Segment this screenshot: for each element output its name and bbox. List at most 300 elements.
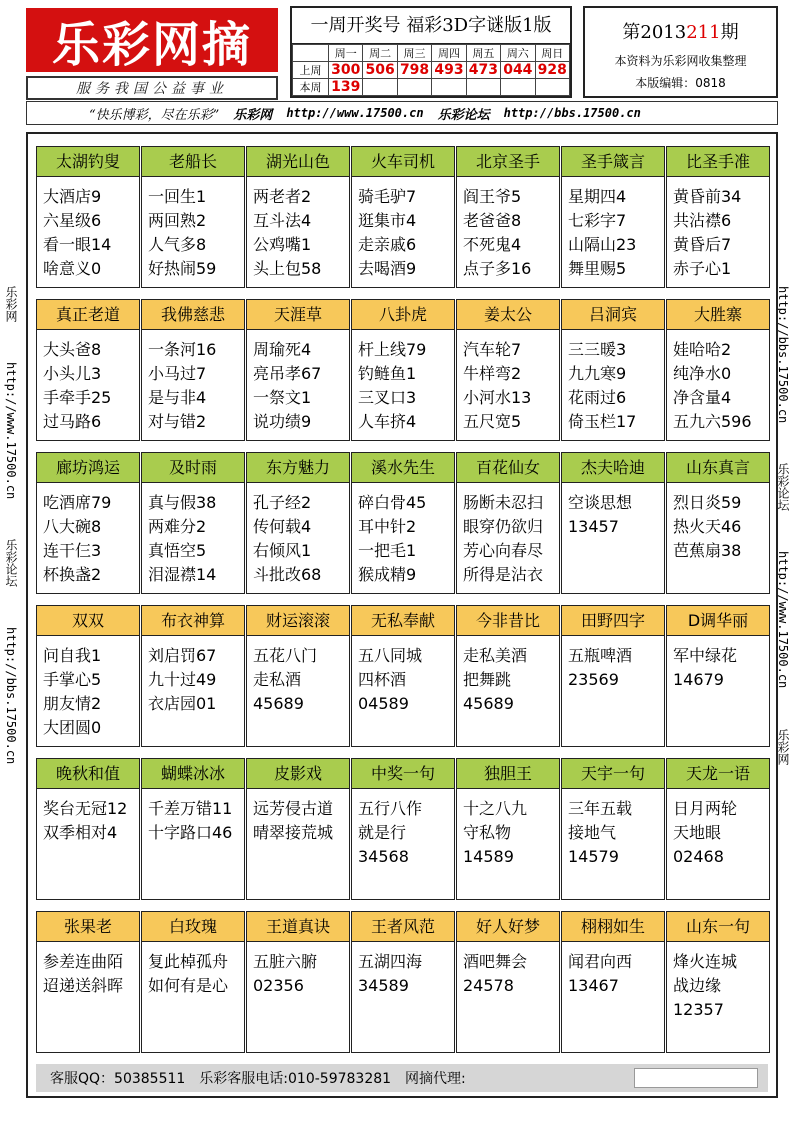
puzzle-cell-body <box>352 483 454 587</box>
puzzle-cell <box>141 758 245 900</box>
puzzle-cell-body <box>457 177 559 281</box>
puzzle-cell <box>36 146 140 288</box>
puzzle-line: 泪湿襟14 <box>148 565 217 584</box>
side-text: 乐彩论坛 <box>776 463 790 512</box>
puzzle-cell <box>351 452 455 594</box>
puzzle-line: 亮吊孝67 <box>253 364 322 383</box>
puzzle-line: 芳心向春尽 <box>463 541 544 560</box>
logo-text: 乐彩网摘 <box>51 16 252 73</box>
puzzle-line: 骑毛驴7 <box>358 187 417 206</box>
corner-cell <box>293 45 329 62</box>
site-link[interactable]: http://www.17500.cn <box>286 106 424 120</box>
logo-box <box>26 8 278 72</box>
puzzle-line: 34589 <box>358 976 409 995</box>
puzzle-cell <box>666 911 770 1053</box>
puzzle-line: 孔子经2 <box>253 493 312 512</box>
puzzle-line: 23569 <box>568 670 619 689</box>
puzzle-cell <box>36 758 140 900</box>
puzzle-line: 小马过7 <box>148 364 207 383</box>
draw-number <box>501 79 535 96</box>
puzzle-cell-title: 百花仙女 <box>457 453 559 483</box>
puzzle-cell-body <box>247 942 349 998</box>
puzzle-line: 45689 <box>463 694 514 713</box>
puzzle-line: 13467 <box>568 976 619 995</box>
puzzle-cell-body <box>352 636 454 716</box>
puzzle-cell-title: 独胆王 <box>457 759 559 789</box>
puzzle-cell <box>456 911 560 1053</box>
puzzle-line: 一回生1 <box>148 187 207 206</box>
puzzle-cell-title: 张果老 <box>37 912 139 942</box>
puzzle-line: 大头爸8 <box>43 340 102 359</box>
puzzle-line: 千差万错11 <box>148 799 233 818</box>
puzzle-line: 热火天46 <box>673 517 742 536</box>
puzzle-cell-title: 天宇一句 <box>562 759 664 789</box>
puzzle-line: 好热闹59 <box>148 259 217 278</box>
puzzle-line: 阎王爷5 <box>463 187 522 206</box>
puzzle-line: 赤子心1 <box>673 259 732 278</box>
puzzle-line: 接地气 <box>568 823 617 842</box>
issue-panel <box>583 6 778 98</box>
puzzle-line: 02356 <box>253 976 304 995</box>
puzzle-line: 晴翠接荒城 <box>253 823 334 842</box>
puzzle-line: 手牵手25 <box>43 388 112 407</box>
editor-note: 本版编辑：0818 <box>635 76 726 90</box>
puzzle-line: 过马路6 <box>43 412 102 431</box>
puzzle-cell-title: 溪水先生 <box>352 453 454 483</box>
puzzle-cell <box>36 299 140 441</box>
forum-link[interactable]: http://bbs.17500.cn <box>503 106 641 120</box>
puzzle-cell-title: 北京圣手 <box>457 147 559 177</box>
puzzle-cell-body <box>142 483 244 587</box>
puzzle-cell-title: 财运滚滚 <box>247 606 349 636</box>
puzzle-line: 五九六596 <box>673 412 752 431</box>
puzzle-line: 六星级6 <box>43 211 102 230</box>
puzzle-cell-body <box>352 942 454 998</box>
puzzle-cell-title: 太湖钓叟 <box>37 147 139 177</box>
puzzle-line: 复此棹孤舟 <box>148 952 229 971</box>
puzzle-line: 不死鬼4 <box>463 235 522 254</box>
motto-bar <box>26 101 778 125</box>
puzzle-cell-body <box>562 942 664 998</box>
puzzle-cell-title: 杰夫哈迪 <box>562 453 664 483</box>
puzzle-cell <box>36 911 140 1053</box>
left-margin-text <box>4 260 26 792</box>
puzzle-line: 猴成精9 <box>358 565 417 584</box>
puzzle-cell-body <box>37 483 139 587</box>
logo <box>26 8 278 100</box>
puzzle-cell-body <box>667 330 769 434</box>
puzzle-cell-title: 布衣神算 <box>142 606 244 636</box>
side-text: 乐彩网 <box>776 728 790 765</box>
draw-number <box>432 79 466 96</box>
puzzle-cell <box>666 299 770 441</box>
puzzle-line: 钓鲢鱼1 <box>358 364 417 383</box>
puzzle-cell-body <box>667 942 769 1022</box>
weekday-label: 周六 <box>501 45 535 62</box>
puzzle-line: 五瓶啤酒 <box>568 646 633 665</box>
puzzle-line: 日月两轮 <box>673 799 738 818</box>
puzzle-line: 耳中针2 <box>358 517 417 536</box>
puzzle-cell <box>246 146 350 288</box>
puzzle-cell-body <box>667 177 769 281</box>
issue-suffix: 期 <box>720 22 739 43</box>
puzzle-grid <box>26 132 778 1098</box>
puzzle-line: 大团圆0 <box>43 718 102 737</box>
slogan: 服务我国公益事业 <box>76 81 228 97</box>
puzzle-cell-body <box>457 636 559 716</box>
puzzle-line: 吃酒席79 <box>43 493 112 512</box>
puzzle-cell-body <box>142 177 244 281</box>
puzzle-line: 人车挤4 <box>358 412 417 431</box>
puzzle-cell <box>246 911 350 1053</box>
puzzle-cell <box>456 452 560 594</box>
puzzle-cell <box>351 758 455 900</box>
puzzle-cell <box>246 452 350 594</box>
draw-number: 139 <box>329 79 363 96</box>
last-week-label: 上周 <box>293 62 329 79</box>
puzzle-cell-body <box>37 636 139 740</box>
puzzle-line: 一把毛1 <box>358 541 417 560</box>
puzzle-cell <box>36 605 140 747</box>
puzzle-cell-body <box>37 330 139 434</box>
puzzle-cell-title: 大胜寨 <box>667 300 769 330</box>
puzzle-cell-title: 中奖一句 <box>352 759 454 789</box>
puzzle-line: 周瑜死4 <box>253 340 312 359</box>
puzzle-line: 纯净水0 <box>673 364 732 383</box>
puzzle-cell <box>561 605 665 747</box>
side-text: http://www.17500.cn <box>776 551 790 689</box>
puzzle-cell-body <box>562 330 664 434</box>
puzzle-line: 守私物 <box>463 823 512 842</box>
puzzle-line: 手掌心5 <box>43 670 102 689</box>
puzzle-line: 共沾襟6 <box>673 211 732 230</box>
puzzle-line: 军中绿花 <box>673 646 738 665</box>
puzzle-line: 朋友情2 <box>43 694 102 713</box>
puzzle-line: 刘启罚67 <box>148 646 217 665</box>
puzzle-cell-title: 天龙一语 <box>667 759 769 789</box>
side-text: 乐彩网 <box>4 286 18 322</box>
puzzle-cell-body <box>142 330 244 434</box>
puzzle-line: 斗批改68 <box>253 565 322 584</box>
puzzle-line: 肠断未忍扫 <box>463 493 544 512</box>
puzzle-cell-body <box>142 942 244 998</box>
puzzle-cell-title: 王者风范 <box>352 912 454 942</box>
puzzle-line: 烽火连城 <box>673 952 738 971</box>
puzzle-cell-body <box>37 789 139 845</box>
puzzle-cell-body <box>562 483 664 539</box>
puzzle-cell-body <box>562 789 664 869</box>
puzzle-line: 八大碗8 <box>43 517 102 536</box>
puzzle-cell-body <box>142 789 244 845</box>
puzzle-line: 14589 <box>463 847 514 866</box>
issue-title <box>585 18 776 44</box>
puzzle-cell <box>246 299 350 441</box>
weekday-label: 周二 <box>363 45 397 62</box>
puzzle-cell-body <box>457 942 559 998</box>
puzzle-cell-title: 栩栩如生 <box>562 912 664 942</box>
puzzle-cell <box>246 758 350 900</box>
puzzle-line: 奖台无冠12 <box>43 799 128 818</box>
puzzle-cell-title: 天涯草 <box>247 300 349 330</box>
puzzle-line: 远芳侵古道 <box>253 799 334 818</box>
puzzle-cell-title: 好人好梦 <box>457 912 559 942</box>
puzzle-cell-title: D调华丽 <box>667 606 769 636</box>
side-text: http://bbs.17500.cn <box>776 286 790 424</box>
puzzle-cell-body <box>247 177 349 281</box>
puzzle-line: 两难分2 <box>148 517 207 536</box>
puzzle-line: 34568 <box>358 847 409 866</box>
puzzle-line: 五湖四海 <box>358 952 423 971</box>
puzzle-line: 小河水13 <box>463 388 532 407</box>
puzzle-cell-body <box>457 789 559 869</box>
puzzle-cell-body <box>247 636 349 716</box>
puzzle-line: 说功绩9 <box>253 412 312 431</box>
puzzle-line: 两回熟2 <box>148 211 207 230</box>
draw-number: 928 <box>535 62 569 79</box>
puzzle-cell <box>561 299 665 441</box>
puzzle-cell-title: 今非昔比 <box>457 606 559 636</box>
draw-number <box>535 79 569 96</box>
puzzle-line: 战边缘 <box>673 976 722 995</box>
puzzle-cell-title: 廊坊鸿运 <box>37 453 139 483</box>
forum-name: 乐彩论坛 <box>437 107 490 123</box>
puzzle-cell-title: 我佛慈悲 <box>142 300 244 330</box>
puzzle-cell-title: 东方魅力 <box>247 453 349 483</box>
puzzle-cell <box>351 911 455 1053</box>
puzzle-line: 九十过49 <box>148 670 217 689</box>
puzzle-cell-body <box>562 636 664 692</box>
puzzle-line: 走私美酒 <box>463 646 528 665</box>
puzzle-line: 所得是沾衣 <box>463 565 544 584</box>
puzzle-cell <box>666 605 770 747</box>
puzzle-cell <box>141 299 245 441</box>
puzzle-cell-body <box>247 483 349 587</box>
weekly-draw-panel <box>290 6 572 98</box>
puzzle-cell <box>561 758 665 900</box>
puzzle-cell <box>666 758 770 900</box>
puzzle-line: 点子多16 <box>463 259 532 278</box>
motto: “快乐博彩，尽在乐彩” <box>89 107 220 123</box>
puzzle-cell-title: 王道真诀 <box>247 912 349 942</box>
slogan-bar <box>26 76 278 100</box>
weekday-label: 周五 <box>466 45 500 62</box>
puzzle-line: 02468 <box>673 847 724 866</box>
puzzle-line: 连干仨3 <box>43 541 102 560</box>
weekday-header-row <box>293 45 570 62</box>
puzzle-line: 逛集市4 <box>358 211 417 230</box>
draw-number: 044 <box>501 62 535 79</box>
puzzle-cell <box>351 146 455 288</box>
side-text: 乐彩论坛 <box>4 539 18 588</box>
puzzle-line: 碎白骨45 <box>358 493 427 512</box>
puzzle-cell-body <box>352 330 454 434</box>
puzzle-cell-title: 真正老道 <box>37 300 139 330</box>
agent-label: 网摘代理: <box>405 1071 466 1087</box>
puzzle-line: 黄昏后7 <box>673 235 732 254</box>
puzzle-line: 把舞跳 <box>463 670 512 689</box>
puzzle-cell <box>456 146 560 288</box>
service-phone: 乐彩客服电话:010-59783281 <box>199 1071 392 1087</box>
puzzle-line: 问自我1 <box>43 646 102 665</box>
puzzle-cell-title: 白玫瑰 <box>142 912 244 942</box>
puzzle-cell-title: 山东一句 <box>667 912 769 942</box>
puzzle-line: 走私酒 <box>253 670 302 689</box>
puzzle-line: 12357 <box>673 1000 724 1019</box>
puzzle-line: 头上包58 <box>253 259 322 278</box>
puzzle-line: 就是行 <box>358 823 407 842</box>
puzzle-cell-title: 蝴蝶冰冰 <box>142 759 244 789</box>
puzzle-line: 一祭文1 <box>253 388 312 407</box>
puzzle-line: 大酒店9 <box>43 187 102 206</box>
puzzle-line: 衣店园01 <box>148 694 217 713</box>
puzzle-line: 十字路口46 <box>148 823 233 842</box>
puzzle-line: 14579 <box>568 847 619 866</box>
puzzle-line: 舞里赐5 <box>568 259 627 278</box>
draw-number: 300 <box>329 62 363 79</box>
puzzle-line: 烈日炎59 <box>673 493 742 512</box>
puzzle-cell-title: 圣手箴言 <box>562 147 664 177</box>
agent-box <box>634 1068 758 1088</box>
puzzle-cell-title: 无私奉献 <box>352 606 454 636</box>
puzzle-line: 04589 <box>358 694 409 713</box>
draw-number: 493 <box>432 62 466 79</box>
puzzle-line: 五花八门 <box>253 646 318 665</box>
draw-number: 473 <box>466 62 500 79</box>
puzzle-cell-body <box>247 789 349 845</box>
puzzle-line: 花雨过6 <box>568 388 627 407</box>
puzzle-line: 走亲戚6 <box>358 235 417 254</box>
puzzle-cell-body <box>142 636 244 716</box>
footer-bar <box>36 1064 768 1092</box>
puzzle-line: 对与错2 <box>148 412 207 431</box>
puzzle-cell <box>141 911 245 1053</box>
puzzle-cell <box>141 605 245 747</box>
puzzle-line: 真与假38 <box>148 493 217 512</box>
puzzle-line: 一条河16 <box>148 340 217 359</box>
puzzle-line: 四杯酒 <box>358 670 407 689</box>
puzzle-cell-body <box>562 177 664 281</box>
weekday-label: 周四 <box>432 45 466 62</box>
puzzle-line: 净含量4 <box>673 388 732 407</box>
puzzle-cell-title: 皮影戏 <box>247 759 349 789</box>
brand-name: 乐彩网 <box>233 107 273 123</box>
puzzle-line: 星期四4 <box>568 187 627 206</box>
draw-number: 798 <box>397 62 431 79</box>
puzzle-cell-body <box>247 330 349 434</box>
puzzle-line: 十之八九 <box>463 799 528 818</box>
draw-number: 506 <box>363 62 397 79</box>
draw-number <box>466 79 500 96</box>
puzzle-cell <box>246 605 350 747</box>
puzzle-cell-body <box>37 942 139 998</box>
weekday-label: 周三 <box>397 45 431 62</box>
puzzle-line: 三年五载 <box>568 799 633 818</box>
this-week-row <box>293 79 570 96</box>
puzzle-cell-body <box>457 330 559 434</box>
puzzle-cell-title: 山东真言 <box>667 453 769 483</box>
puzzle-cell <box>456 605 560 747</box>
puzzle-cell <box>36 452 140 594</box>
puzzle-cell-body <box>667 789 769 869</box>
puzzle-cell-body <box>352 177 454 281</box>
puzzle-line: 去喝酒9 <box>358 259 417 278</box>
puzzle-line: 酒吧舞会 <box>463 952 528 971</box>
puzzle-line: 五行八作 <box>358 799 423 818</box>
puzzle-cell-body <box>457 483 559 587</box>
weekday-label: 周一 <box>329 45 363 62</box>
right-margin-text <box>776 260 798 792</box>
puzzle-line: 啥意义0 <box>43 259 102 278</box>
weekday-label: 周日 <box>535 45 569 62</box>
puzzle-line: 牛样弯2 <box>463 364 522 383</box>
puzzle-cell-title: 晚秋和值 <box>37 759 139 789</box>
puzzle-line: 如何有是心 <box>148 976 229 995</box>
puzzle-cell <box>351 299 455 441</box>
compiler-note: 本资料为乐彩网收集整理 <box>614 54 747 68</box>
puzzle-line: 五脏六腑 <box>253 952 318 971</box>
puzzle-line: 娃哈哈2 <box>673 340 732 359</box>
puzzle-line: 右倾风1 <box>253 541 312 560</box>
puzzle-cell-body <box>667 483 769 563</box>
puzzle-line: 汽车轮7 <box>463 340 522 359</box>
puzzle-line: 山隔山23 <box>568 235 637 254</box>
puzzle-line: 杯换盏2 <box>43 565 102 584</box>
puzzle-line: 三三暖3 <box>568 340 627 359</box>
puzzle-line: 眼穿仍欲归 <box>463 517 544 536</box>
puzzle-cell <box>141 146 245 288</box>
puzzle-line: 14679 <box>673 670 724 689</box>
puzzle-line: 小头儿3 <box>43 364 102 383</box>
side-text: http://bbs.17500.cn <box>4 627 18 765</box>
puzzle-cell-title: 吕洞宾 <box>562 300 664 330</box>
puzzle-line: 三叉口3 <box>358 388 417 407</box>
last-week-row <box>293 62 570 79</box>
puzzle-cell <box>141 452 245 594</box>
puzzle-cell-title: 比圣手准 <box>667 147 769 177</box>
puzzle-line: 五八同城 <box>358 646 423 665</box>
puzzle-line: 倚玉栏17 <box>568 412 637 431</box>
puzzle-cell-title: 老船长 <box>142 147 244 177</box>
side-text: http://www.17500.cn <box>4 362 18 500</box>
puzzle-cell <box>561 911 665 1053</box>
puzzle-cell-title: 田野四字 <box>562 606 664 636</box>
issue-number: 211 <box>686 22 721 43</box>
puzzle-cell-title: 双双 <box>37 606 139 636</box>
puzzle-line: 闻君向西 <box>568 952 633 971</box>
puzzle-line: 公鸡嘴1 <box>253 235 312 254</box>
puzzle-line: 七彩字7 <box>568 211 627 230</box>
puzzle-line: 黄昏前34 <box>673 187 742 206</box>
puzzle-line: 传何载4 <box>253 517 312 536</box>
puzzle-cell <box>666 452 770 594</box>
puzzle-line: 两老者2 <box>253 187 312 206</box>
puzzle-line: 五尺宽5 <box>463 412 522 431</box>
puzzle-cell-body <box>352 789 454 869</box>
puzzle-cell-title: 八卦虎 <box>352 300 454 330</box>
puzzle-line: 空谈思想 <box>568 493 633 512</box>
puzzle-cell <box>666 146 770 288</box>
this-week-label: 本周 <box>293 79 329 96</box>
service-qq: 客服QQ：50385511 <box>50 1071 186 1087</box>
weekly-draw-title: 一周开奖号 福彩3D字谜版1版 <box>292 8 570 44</box>
puzzle-line: 是与非4 <box>148 388 207 407</box>
puzzle-line: 九九寒9 <box>568 364 627 383</box>
puzzle-cell <box>561 452 665 594</box>
draw-number <box>397 79 431 96</box>
puzzle-cell-title: 及时雨 <box>142 453 244 483</box>
puzzle-line: 杆上线79 <box>358 340 427 359</box>
puzzle-line: 13457 <box>568 517 619 536</box>
